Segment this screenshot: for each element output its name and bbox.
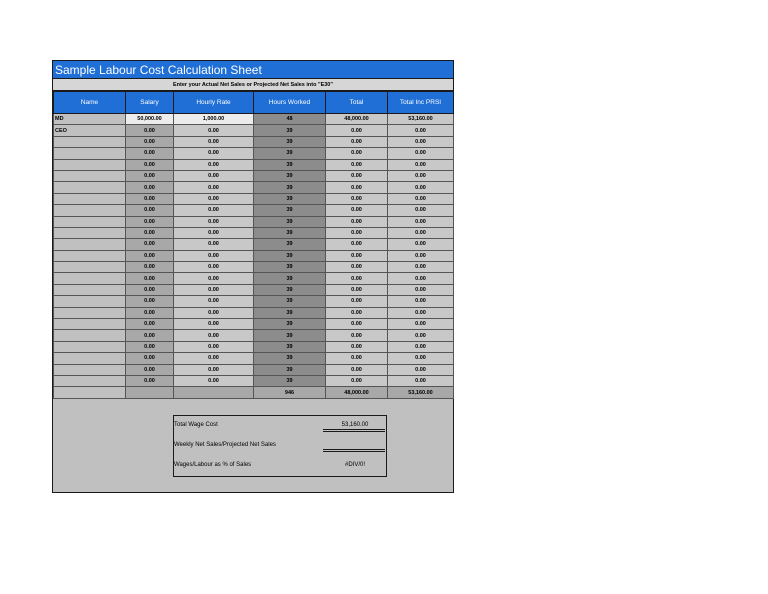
salary-cell[interactable]: 0.00 xyxy=(126,239,174,250)
total-cell[interactable]: 0.00 xyxy=(326,262,388,273)
total-cell[interactable]: 0.00 xyxy=(326,273,388,284)
name-cell[interactable] xyxy=(54,273,126,284)
hours-cell[interactable]: 39 xyxy=(254,284,326,295)
hours-cell[interactable]: 39 xyxy=(254,319,326,330)
hourly-rate-cell[interactable]: 0.00 xyxy=(174,296,254,307)
totals-row xyxy=(54,387,454,398)
table-row xyxy=(54,284,454,295)
total-cell[interactable]: 0.00 xyxy=(326,182,388,193)
instruction-text: Enter your Actual Net Sales or Projected Net Sales into "E30" xyxy=(53,79,453,91)
total-cell[interactable]: 0.00 xyxy=(326,341,388,352)
salary-cell[interactable]: 0.00 xyxy=(126,341,174,352)
salary-cell[interactable]: 0.00 xyxy=(126,375,174,386)
total-inc-prsi-cell[interactable]: 0.00 xyxy=(388,296,454,307)
name-cell[interactable] xyxy=(54,307,126,318)
table-row xyxy=(54,307,454,318)
salary-cell[interactable]: 0.00 xyxy=(126,227,174,238)
hours-cell[interactable]: 39 xyxy=(254,148,326,159)
salary-cell[interactable]: 0.00 xyxy=(126,159,174,170)
name-cell[interactable] xyxy=(54,250,126,261)
total-cell[interactable]: 0.00 xyxy=(326,159,388,170)
total-cell[interactable]: 0.00 xyxy=(326,353,388,364)
table-row xyxy=(54,319,454,330)
hourly-rate-cell[interactable]: 0.00 xyxy=(174,227,254,238)
total-inc-prsi-cell[interactable]: 0.00 xyxy=(388,216,454,227)
table-row xyxy=(54,375,454,386)
total-inc-prsi-cell[interactable]: 0.00 xyxy=(388,170,454,181)
salary-cell[interactable]: 0.00 xyxy=(126,307,174,318)
hours-cell[interactable]: 39 xyxy=(254,227,326,238)
total-inc-prsi-cell[interactable]: 0.00 xyxy=(388,193,454,204)
table-row xyxy=(54,136,454,147)
total-cell[interactable]: 0.00 xyxy=(326,284,388,295)
col-header-total: Total xyxy=(326,92,388,114)
name-cell[interactable] xyxy=(54,375,126,386)
hours-cell[interactable]: 39 xyxy=(254,353,326,364)
labour-table xyxy=(53,91,454,399)
salary-cell[interactable]: 0.00 xyxy=(126,216,174,227)
totals-rate-cell xyxy=(174,387,254,398)
salary-cell[interactable]: 0.00 xyxy=(126,125,174,136)
totals-hours-cell: 946 xyxy=(254,387,326,398)
table-row xyxy=(54,353,454,364)
table-row xyxy=(54,262,454,273)
hours-cell[interactable]: 39 xyxy=(254,125,326,136)
hours-cell[interactable]: 39 xyxy=(254,159,326,170)
total-inc-prsi-cell[interactable]: 0.00 xyxy=(388,330,454,341)
hourly-rate-cell[interactable]: 0.00 xyxy=(174,364,254,375)
name-cell[interactable] xyxy=(54,319,126,330)
name-cell[interactable] xyxy=(54,262,126,273)
total-inc-prsi-cell[interactable]: 0.00 xyxy=(388,148,454,159)
hours-cell[interactable]: 39 xyxy=(254,239,326,250)
total-cell[interactable]: 0.00 xyxy=(326,148,388,159)
salary-cell[interactable]: 0.00 xyxy=(126,170,174,181)
hourly-rate-cell[interactable]: 0.00 xyxy=(174,262,254,273)
hourly-rate-cell[interactable]: 0.00 xyxy=(174,205,254,216)
col-header-hours-worked: Hours Worked xyxy=(254,92,326,114)
summary-row-percent xyxy=(173,457,387,473)
hours-cell[interactable]: 39 xyxy=(254,307,326,318)
table-row xyxy=(54,114,454,125)
total-inc-prsi-cell[interactable]: 0.00 xyxy=(388,125,454,136)
hours-cell[interactable]: 39 xyxy=(254,182,326,193)
total-cell[interactable]: 0.00 xyxy=(326,330,388,341)
hourly-rate-cell[interactable]: 0.00 xyxy=(174,125,254,136)
hours-cell[interactable]: 39 xyxy=(254,262,326,273)
total-inc-prsi-cell[interactable]: 0.00 xyxy=(388,284,454,295)
salary-cell[interactable]: 0.00 xyxy=(126,353,174,364)
col-header-salary: Salary xyxy=(126,92,174,114)
total-inc-prsi-cell[interactable]: 0.00 xyxy=(388,136,454,147)
total-cell[interactable]: 0.00 xyxy=(326,364,388,375)
labour-cost-sheet xyxy=(52,60,454,493)
total-inc-prsi-cell[interactable]: 0.00 xyxy=(388,182,454,193)
hours-cell[interactable]: 39 xyxy=(254,296,326,307)
total-cell[interactable]: 0.00 xyxy=(326,239,388,250)
total-inc-prsi-cell[interactable]: 0.00 xyxy=(388,227,454,238)
name-cell[interactable]: CEO xyxy=(54,125,126,136)
hourly-rate-cell[interactable]: 0.00 xyxy=(174,353,254,364)
wage-cost-underline xyxy=(323,429,385,430)
table-row xyxy=(54,193,454,204)
total-inc-prsi-cell[interactable]: 0.00 xyxy=(388,262,454,273)
hours-cell[interactable]: 39 xyxy=(254,193,326,204)
hours-cell[interactable]: 39 xyxy=(254,341,326,352)
name-cell[interactable] xyxy=(54,353,126,364)
name-cell[interactable] xyxy=(54,182,126,193)
name-cell[interactable]: MD xyxy=(54,114,126,125)
total-cell[interactable]: 0.00 xyxy=(326,296,388,307)
total-cell[interactable]: 0.00 xyxy=(326,170,388,181)
salary-cell[interactable]: 0.00 xyxy=(126,193,174,204)
name-cell[interactable] xyxy=(54,364,126,375)
total-cell[interactable]: 0.00 xyxy=(326,319,388,330)
salary-cell[interactable]: 0.00 xyxy=(126,296,174,307)
net-sales-label: Weekly Net Sales/Projected Net Sales xyxy=(174,442,276,448)
name-cell[interactable] xyxy=(54,170,126,181)
col-header-total-inc-prsi: Total Inc PRSI xyxy=(388,92,454,114)
table-row xyxy=(54,239,454,250)
hourly-rate-cell[interactable]: 0.00 xyxy=(174,170,254,181)
salary-cell[interactable]: 0.00 xyxy=(126,273,174,284)
total-inc-prsi-cell[interactable]: 53,160.00 xyxy=(388,114,454,125)
total-cell[interactable]: 0.00 xyxy=(326,136,388,147)
name-cell[interactable] xyxy=(54,341,126,352)
hours-cell[interactable]: 39 xyxy=(254,136,326,147)
hourly-rate-cell[interactable]: 0.00 xyxy=(174,319,254,330)
hourly-rate-cell[interactable]: 0.00 xyxy=(174,136,254,147)
hourly-rate-cell[interactable]: 0.00 xyxy=(174,250,254,261)
table-row xyxy=(54,159,454,170)
hourly-rate-cell[interactable]: 0.00 xyxy=(174,273,254,284)
total-cell[interactable]: 0.00 xyxy=(326,227,388,238)
hourly-rate-cell[interactable]: 0.00 xyxy=(174,375,254,386)
hourly-rate-cell[interactable]: 0.00 xyxy=(174,216,254,227)
salary-cell[interactable]: 0.00 xyxy=(126,330,174,341)
salary-cell[interactable]: 50,000.00 xyxy=(126,114,174,125)
table-row xyxy=(54,364,454,375)
total-inc-prsi-cell[interactable]: 0.00 xyxy=(388,353,454,364)
percent-value[interactable]: #DIV/0! xyxy=(344,462,365,468)
total-cell[interactable]: 48,000.00 xyxy=(326,114,388,125)
table-row xyxy=(54,273,454,284)
hourly-rate-cell[interactable]: 0.00 xyxy=(174,341,254,352)
total-cell[interactable]: 0.00 xyxy=(326,125,388,136)
hours-cell[interactable]: 39 xyxy=(254,273,326,284)
hourly-rate-cell[interactable]: 0.00 xyxy=(174,193,254,204)
table-row xyxy=(54,227,454,238)
name-cell[interactable] xyxy=(54,284,126,295)
salary-cell[interactable]: 0.00 xyxy=(126,136,174,147)
total-cell[interactable]: 0.00 xyxy=(326,250,388,261)
table-row xyxy=(54,205,454,216)
salary-cell[interactable]: 0.00 xyxy=(126,319,174,330)
total-inc-prsi-cell[interactable]: 0.00 xyxy=(388,307,454,318)
hourly-rate-cell[interactable]: 0.00 xyxy=(174,159,254,170)
name-cell[interactable] xyxy=(54,136,126,147)
name-cell[interactable] xyxy=(54,148,126,159)
sheet-title: Sample Labour Cost Calculation Sheet xyxy=(53,61,453,79)
hours-cell[interactable]: 39 xyxy=(254,205,326,216)
table-row xyxy=(54,125,454,136)
hours-cell[interactable]: 39 xyxy=(254,330,326,341)
name-cell[interactable] xyxy=(54,205,126,216)
name-cell[interactable] xyxy=(54,296,126,307)
hourly-rate-cell[interactable]: 0.00 xyxy=(174,239,254,250)
hours-cell[interactable]: 48 xyxy=(254,114,326,125)
hourly-rate-cell[interactable]: 0.00 xyxy=(174,330,254,341)
hourly-rate-cell[interactable]: 0.00 xyxy=(174,307,254,318)
hours-cell[interactable]: 39 xyxy=(254,375,326,386)
header-row xyxy=(54,92,454,114)
hours-cell[interactable]: 39 xyxy=(254,216,326,227)
table-row xyxy=(54,216,454,227)
table-row xyxy=(54,148,454,159)
hourly-rate-cell[interactable]: 0.00 xyxy=(174,182,254,193)
salary-cell[interactable]: 0.00 xyxy=(126,284,174,295)
total-inc-prsi-cell[interactable]: 0.00 xyxy=(388,205,454,216)
net-sales-double-underline xyxy=(323,451,385,452)
total-inc-prsi-cell[interactable]: 0.00 xyxy=(388,239,454,250)
name-cell[interactable] xyxy=(54,159,126,170)
total-inc-prsi-cell[interactable]: 0.00 xyxy=(388,341,454,352)
table-row xyxy=(54,170,454,181)
table-row xyxy=(54,330,454,341)
table-row xyxy=(54,250,454,261)
col-header-hourly-rate: Hourly Rate xyxy=(174,92,254,114)
wage-cost-label: Total Wage Cost xyxy=(174,422,218,428)
salary-cell[interactable]: 0.00 xyxy=(126,250,174,261)
total-inc-prsi-cell[interactable]: 0.00 xyxy=(388,273,454,284)
hours-cell[interactable]: 39 xyxy=(254,250,326,261)
hours-cell[interactable]: 39 xyxy=(254,364,326,375)
name-cell[interactable] xyxy=(54,330,126,341)
total-cell[interactable]: 0.00 xyxy=(326,307,388,318)
hourly-rate-cell[interactable]: 0.00 xyxy=(174,284,254,295)
name-cell[interactable] xyxy=(54,193,126,204)
wage-cost-value[interactable]: 53,160.00 xyxy=(341,422,369,428)
total-inc-prsi-cell[interactable]: 0.00 xyxy=(388,364,454,375)
total-inc-prsi-cell[interactable]: 0.00 xyxy=(388,375,454,386)
net-sales-underline xyxy=(323,449,385,450)
name-cell[interactable] xyxy=(54,239,126,250)
wage-cost-double-underline xyxy=(323,431,385,432)
salary-cell[interactable]: 0.00 xyxy=(126,182,174,193)
col-header-name: Name xyxy=(54,92,126,114)
salary-cell[interactable]: 0.00 xyxy=(126,364,174,375)
totals-total-cell: 48,000.00 xyxy=(326,387,388,398)
salary-cell[interactable]: 0.00 xyxy=(126,148,174,159)
salary-cell[interactable]: 0.00 xyxy=(126,205,174,216)
total-inc-prsi-cell[interactable]: 0.00 xyxy=(388,250,454,261)
summary-panel xyxy=(173,415,387,477)
hours-cell[interactable]: 39 xyxy=(254,170,326,181)
name-cell[interactable] xyxy=(54,227,126,238)
total-inc-prsi-cell[interactable]: 0.00 xyxy=(388,319,454,330)
totals-inc-prsi-cell: 53,160.00 xyxy=(388,387,454,398)
name-cell[interactable] xyxy=(54,216,126,227)
percent-label: Wages/Labour as % of Sales xyxy=(174,462,252,468)
total-cell[interactable]: 0.00 xyxy=(326,375,388,386)
total-cell[interactable]: 0.00 xyxy=(326,205,388,216)
total-cell[interactable]: 0.00 xyxy=(326,193,388,204)
totals-salary-cell xyxy=(126,387,174,398)
totals-name-cell xyxy=(54,387,126,398)
table-row xyxy=(54,296,454,307)
total-inc-prsi-cell[interactable]: 0.00 xyxy=(388,159,454,170)
table-row xyxy=(54,341,454,352)
salary-cell[interactable]: 0.00 xyxy=(126,262,174,273)
hourly-rate-cell[interactable]: 1,000.00 xyxy=(174,114,254,125)
table-row xyxy=(54,182,454,193)
hourly-rate-cell[interactable]: 0.00 xyxy=(174,148,254,159)
total-cell[interactable]: 0.00 xyxy=(326,216,388,227)
